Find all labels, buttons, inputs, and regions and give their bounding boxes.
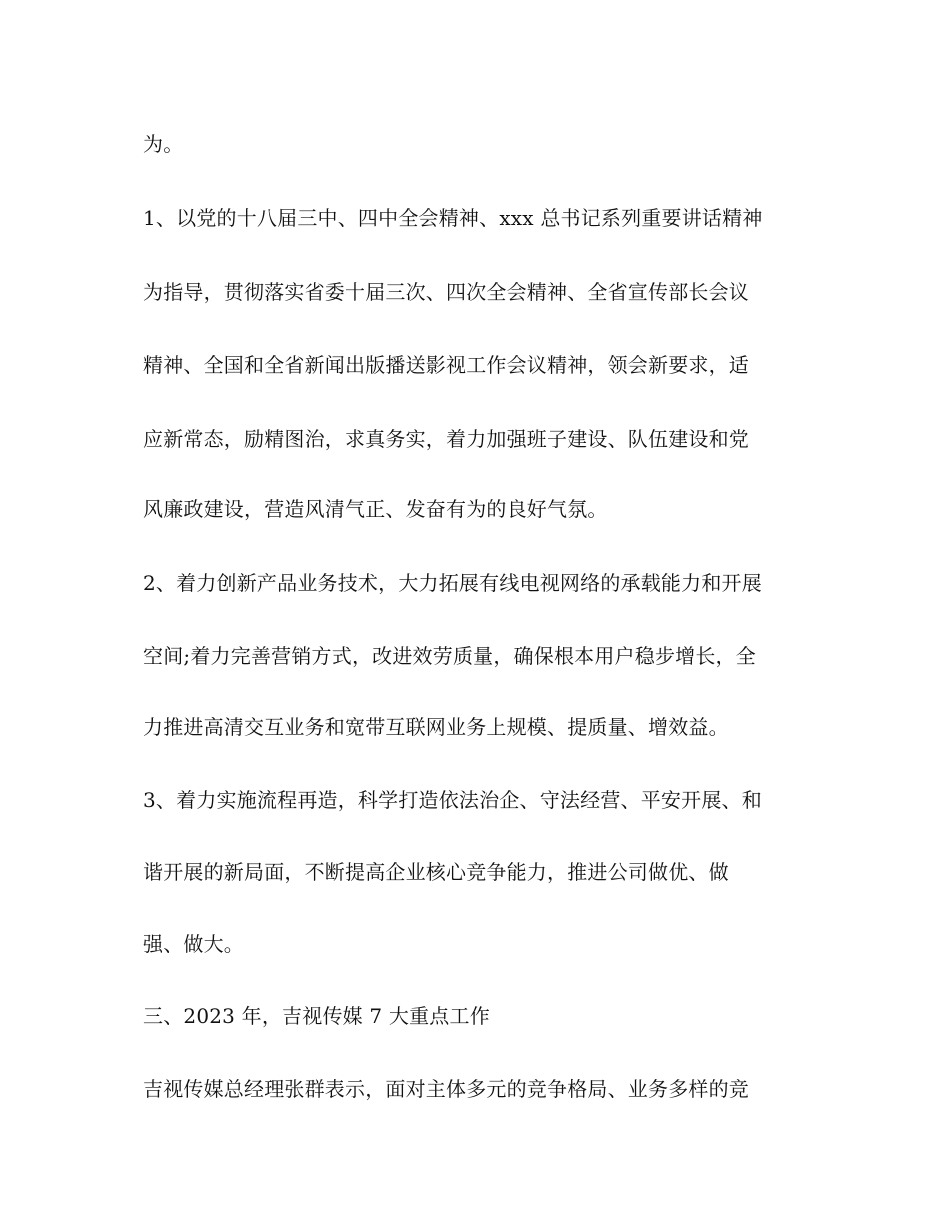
text-line: 强、做大。 <box>143 932 244 956</box>
text-line: 为。 <box>143 132 184 156</box>
text-line: 风廉政建设，营造风清气正、发奋有为的良好气氛。 <box>143 497 608 521</box>
text-line: 应新常态，励精图治，求真务实，着力加强班子建设、队伍建设和党 <box>143 427 749 451</box>
text-line: 2、着力创新产品业务技术，大力拓展有线电视网络的承载能力和开展 <box>143 571 762 595</box>
text-line: 谐开展的新局面，不断提高企业核心竞争能力，推进公司做优、做 <box>143 860 729 884</box>
text-line: 为指导，贯彻落实省委十届三次、四次全会精神、全省宣传部长会议 <box>143 280 749 304</box>
text-line: 力推进高清交互业务和宽带互联网业务上规模、提质量、增效益。 <box>143 715 729 739</box>
text-line: 1、以党的十八届三中、四中全会精神、xxx 总书记系列重要讲话精神 <box>143 206 763 230</box>
text-line: 精神、全国和全省新闻出版播送影视工作会议精神，领会新要求，适 <box>143 353 749 377</box>
section-heading: 三、2023 年，吉视传媒 7 大重点工作 <box>143 1004 490 1028</box>
text-line: 吉视传媒总经理张群表示，面对主体多元的竞争格局、业务多样的竞 <box>143 1077 749 1101</box>
text-line: 3、着力实施流程再造，科学打造依法治企、守法经营、平安开展、和 <box>143 788 762 812</box>
text-line: 空间;着力完善营销方式，改进效劳质量，确保根本用户稳步增长，全 <box>143 644 756 668</box>
